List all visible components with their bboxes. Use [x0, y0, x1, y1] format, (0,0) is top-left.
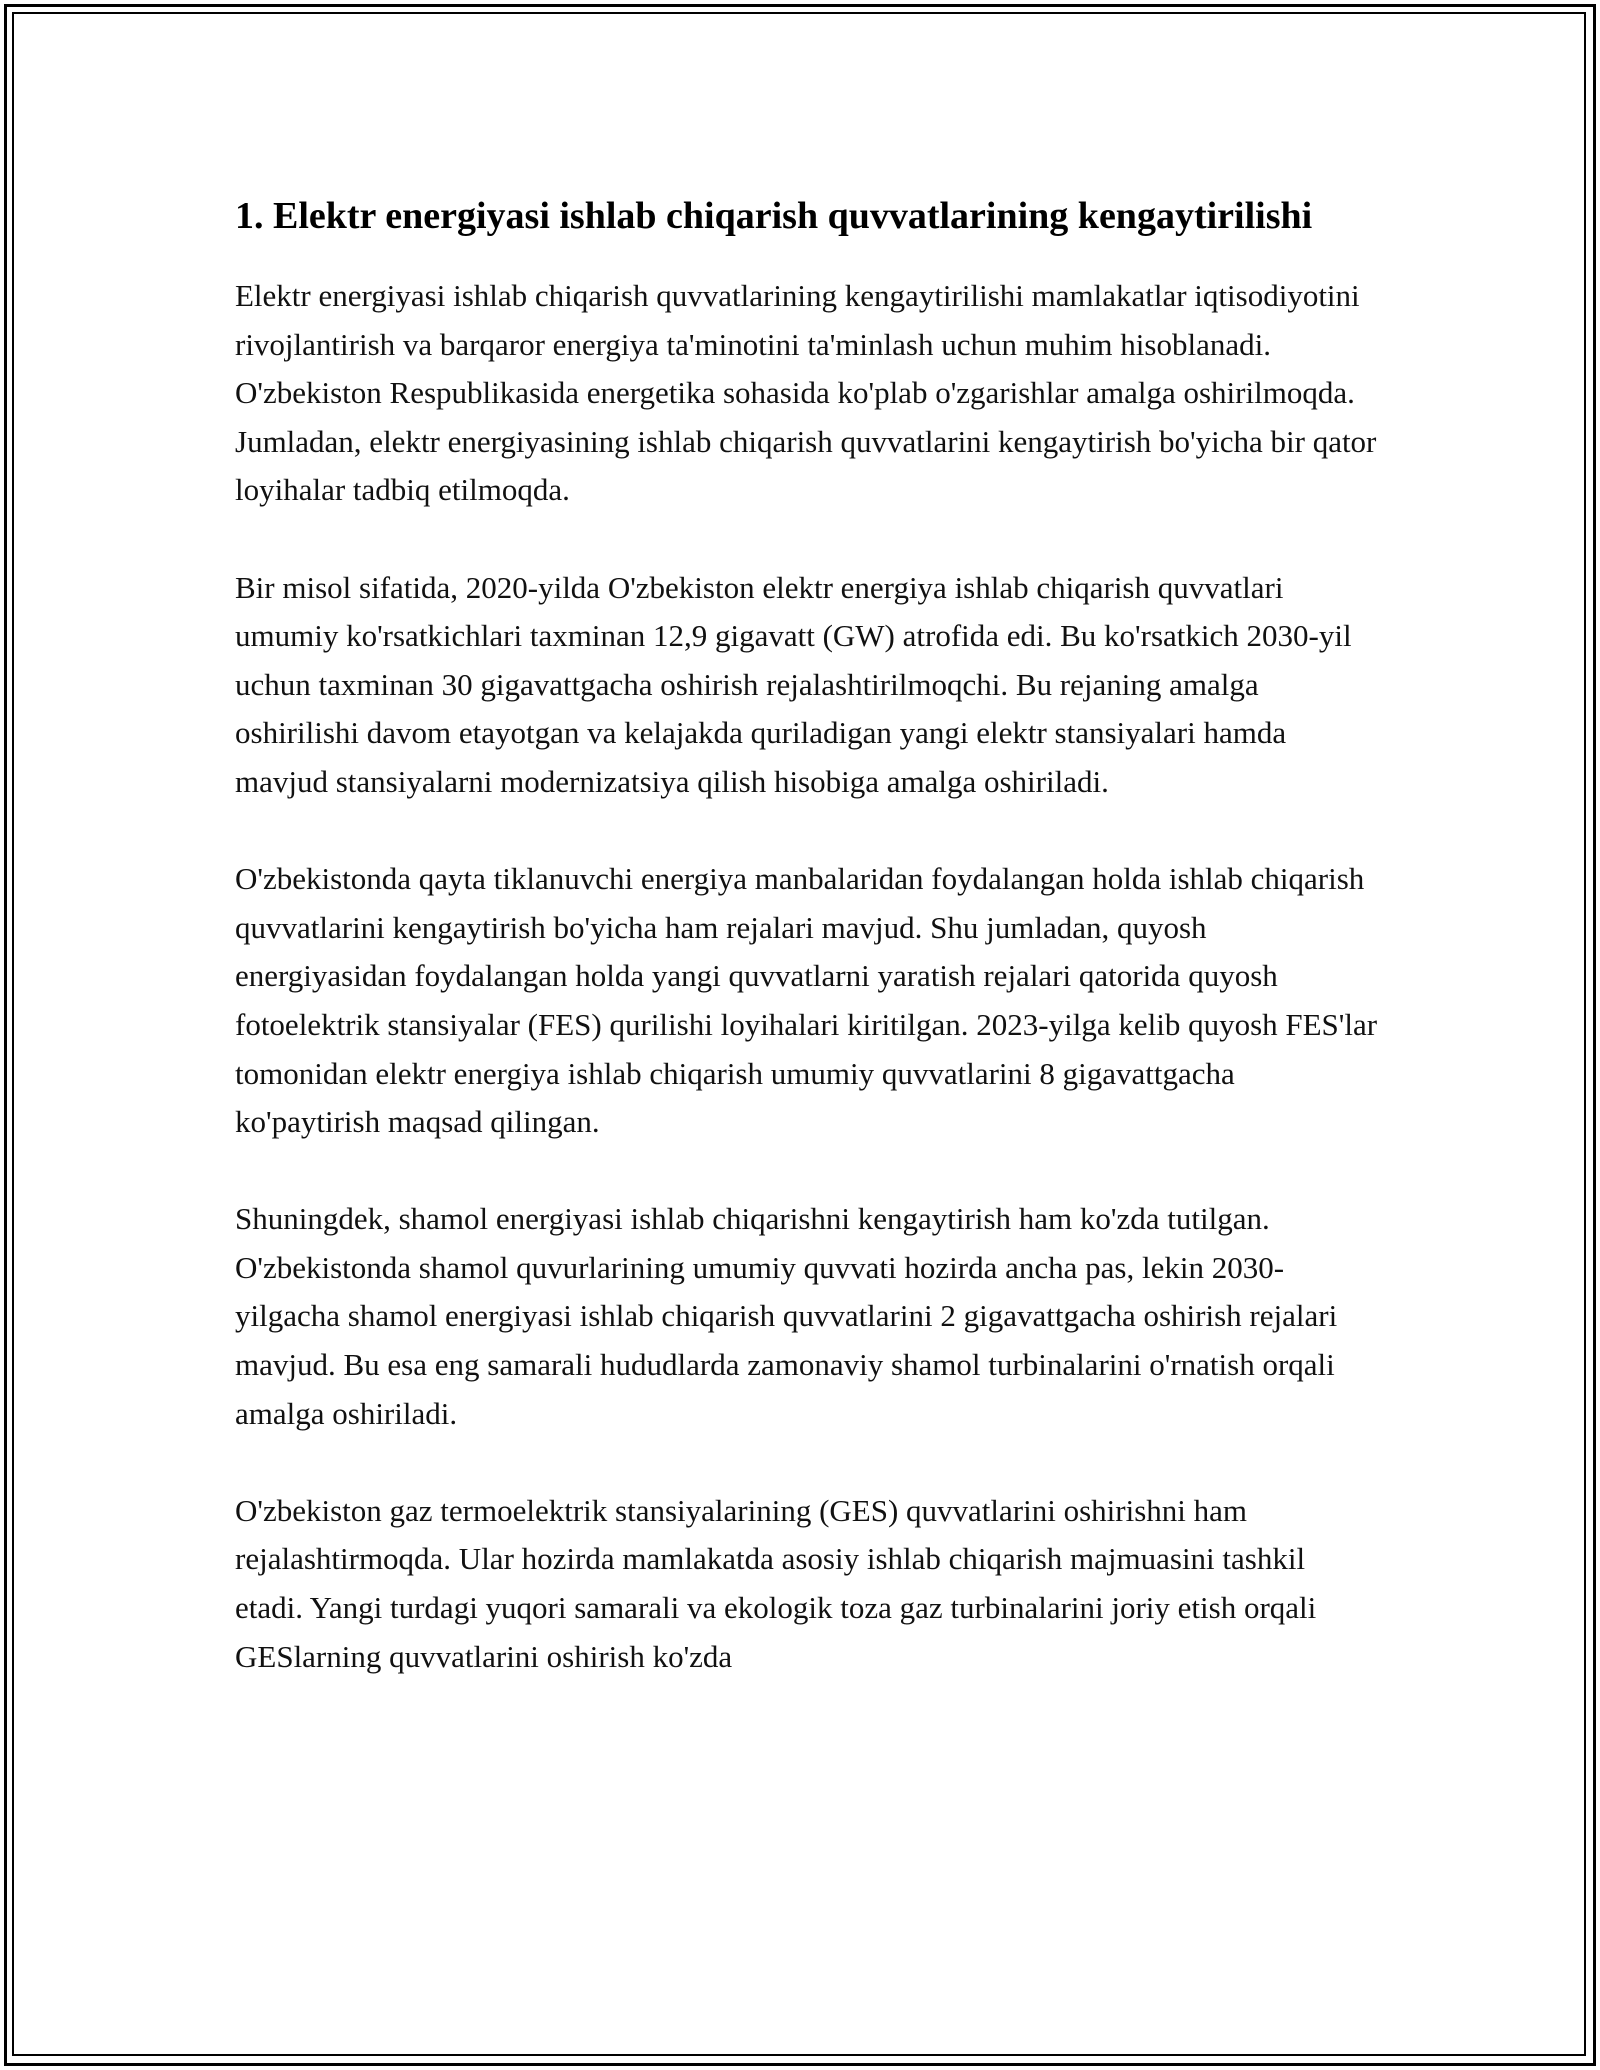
- paragraph-5: O'zbekiston gaz termoelektrik stansiyalarining (GES) quvvatlarini oshirishni ham rejalashtirmoqda. Ular hozirda mamlakatda asosiy ishlab chiqarish majmuasini tashkil etadi. Yangi turdagi yuqori samarali va ekologik toza gaz turbinalarini joriy etish orqali GESlarning quvvatlarini oshirish ko'zda: [235, 1492, 1317, 1674]
- paragraph-3: O'zbekistonda qayta tiklanuvchi energiya manbalaridan foydalangan holda ishlab chiqarish quvvatlarini kengaytirish bo'yicha ham rejalari mavjud. Shu jumladan, quyosh energiyasidan foydalangan holda yangi quvvatlarni yaratish rejalari qatorida quyosh fotoelektrik stansiyalar (FES) qurilishi loyihalari kiritilgan. 2023-yilga kelib quyosh FES'lar tomonidan elektr energiya ishlab chiqarish umumiy quvvatlarini 8 gigavattgacha ko'paytirish maqsad qilingan.: [235, 861, 1378, 1140]
- section-heading: 1. Elektr energiyasi ishlab chiqarish quvvatlarining kengaytirilishi: [235, 195, 1313, 237]
- paragraph-2: Bir misol sifatida, 2020-yilda O'zbekiston elektr energiya ishlab chiqarish quvvatlari umumiy ko'rsatkichlari taxminan 12,9 gigavatt (GW) atrofida edi. Bu ko'rsatkich 2030-yil uchun taxminan 30 gigavattgacha oshirish rejalashtirilmoqchi. Bu rejaning amalga oshirilishi davom etayotgan va kelajakda quriladigan yangi elektr stansiyalari hamda mavjud stansiyalarni modernizatsiya qilish hisobiga amalga oshiriladi.: [235, 569, 1352, 799]
- paragraph-1: Elektr energiyasi ishlab chiqarish quvvatlarining kengaytirilishi mamlakatlar iqtisodiyotini rivojlantirish va barqaror energiya ta'minotini ta'minlash uchun muhim hisoblanadi. O'zbekiston Respublikasida energetika sohasida ko'plab o'zgarishlar amalga oshirilmoqda. Jumladan, elektr energiyasining ishlab chiqarish quvvatlarini kengaytirish bo'yicha bir qator loyihalar tadbiq etilmoqda.: [235, 278, 1377, 508]
- paragraph-4: Shuningdek, shamol energiyasi ishlab chiqarishni kengaytirish ham ko'zda tutilgan. O'zbekistonda shamol quvurlarining umumiy quvvati hozirda ancha pas, lekin 2030-yilgacha shamol energiyasi ishlab chiqarish quvvatlarini 2 gigavattgacha oshirish rejalari mavjud. Bu esa eng samarali hududlarda zamonaviy shamol turbinalarini o'rnatish orqali amalga oshiriladi.: [235, 1201, 1338, 1431]
- document-body: [235, 188, 1380, 1730]
